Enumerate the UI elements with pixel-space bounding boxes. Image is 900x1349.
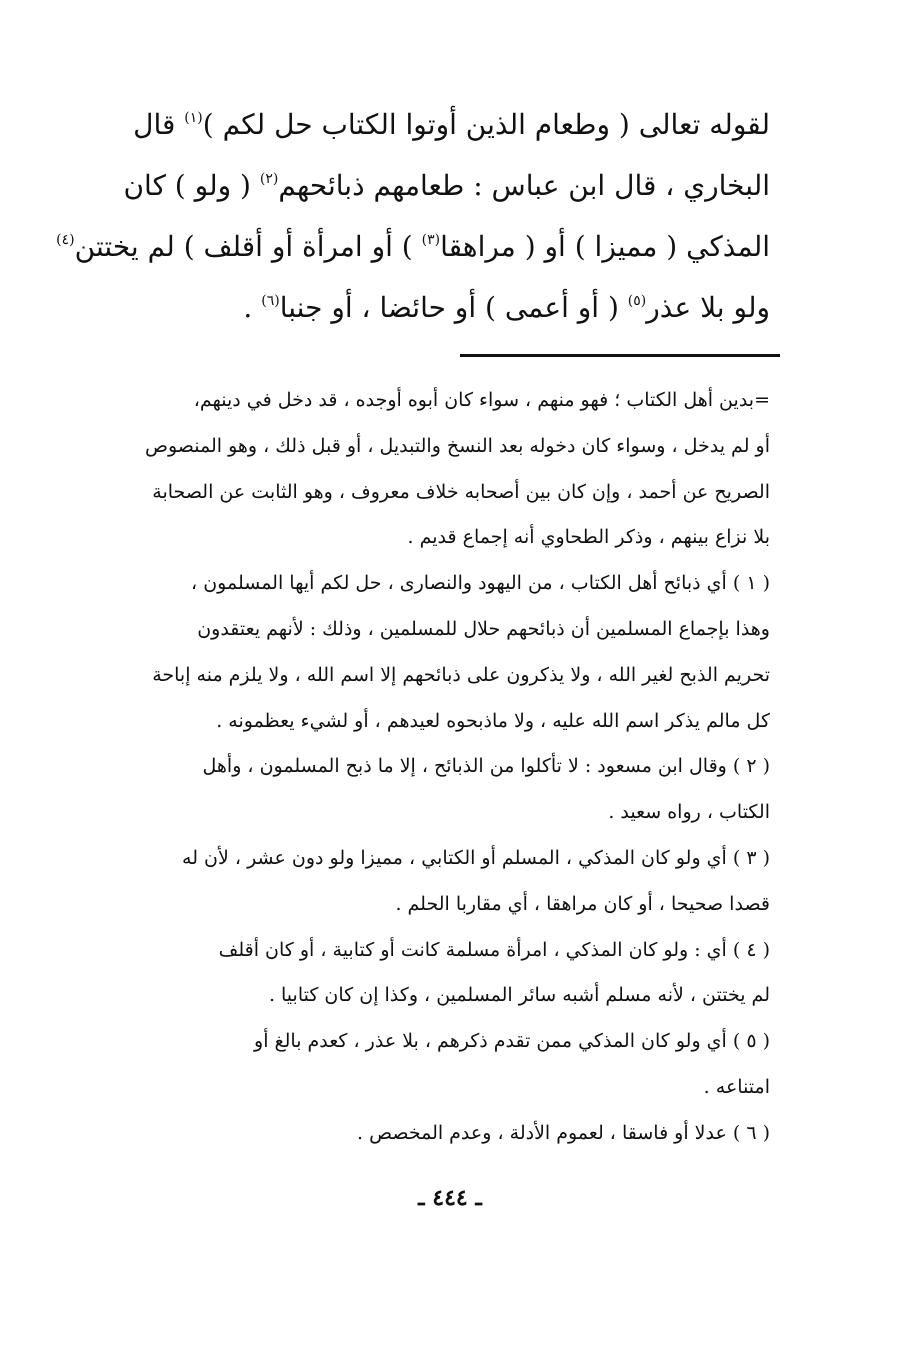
main-line xyxy=(45,271,770,332)
footnote-line: ( ٤ ) أي : ولو كان المذكي ، امرأة مسلمة كانت أو كتابية ، أو كان أقلف xyxy=(218,938,770,961)
footnote-ref: (٢) xyxy=(259,171,279,187)
footnote-line: امتناعه . xyxy=(703,1075,770,1098)
footnote-line: بلا نزاع بينهم ، وذكر الطحاوي أنه إجماع قديم . xyxy=(407,526,770,549)
footnote-line: لم يختتن ، لأنه مسلم أشبه سائر المسلمين ، وكذا إن كان كتابيا . xyxy=(268,984,770,1007)
main-line xyxy=(45,149,770,210)
main-line-text: ولو بلا عذر xyxy=(646,291,770,324)
main-text xyxy=(45,88,770,332)
footnote-line: تحريم الذبح لغير الله ، ولا يذكرون على ذبائحهم إلا اسم الله ، ولا يلزم منه إباحة xyxy=(152,663,770,686)
footnote-line: أو لم يدخل ، وسواء كان دخوله بعد النسخ والتبديل ، أو قبل ذلك ، وهو المنصوص xyxy=(144,434,770,457)
footnote-3 xyxy=(45,836,770,928)
footnote-5 xyxy=(45,1019,770,1111)
footnote-ref: (١) xyxy=(184,110,203,126)
main-line-text: البخاري ، قال ابن عباس : طعامهم ذبائحهم xyxy=(278,169,770,202)
footnote-ref: (٣) xyxy=(421,232,441,248)
main-line-text: المذكي ( مميزا ) أو ( مراهقا xyxy=(440,230,770,263)
main-line-text: ( أو أعمى ) أو حائضا ، أو جنبا xyxy=(279,291,619,324)
footnote-line: وهذا بإجماع المسلمين أن ذبائحهم حلال للمسلمين ، وذلك : لأنهم يعتقدون xyxy=(197,617,770,640)
main-line-text: قال xyxy=(133,108,176,141)
footnote-line: كل مالم يذكر اسم الله عليه ، ولا ماذبحوه لعيدهم ، أو لشيء يعظمونه . xyxy=(216,709,770,732)
footnote-line: الكتاب ، رواه سعيد . xyxy=(608,801,770,824)
main-line-text: ( ولو ) كان xyxy=(123,169,251,202)
footnote-4 xyxy=(45,928,770,1020)
footnote-line: ( ٥ ) أي ولو كان المذكي ممن تقدم ذكرهم ، بلا عذر ، كعدم بالغ أو xyxy=(254,1030,770,1053)
main-line-text: . xyxy=(243,291,253,324)
main-line-text: ) أو امرأة أو أقلف ) لم يختتن xyxy=(74,230,413,263)
footnote-ref: (٥) xyxy=(627,293,647,309)
footnote-separator xyxy=(460,354,780,357)
footnote-2 xyxy=(45,744,770,836)
footnote-line: ( ٦ ) عدلا أو فاسقا ، لعموم الأدلة ، وعدم المخصص . xyxy=(356,1121,770,1144)
footnotes xyxy=(45,378,770,1157)
footnote-line: ( ٢ ) وقال ابن مسعود : لا تأكلوا من الذبائح ، إلا ما ذبح المسلمون ، وأهل xyxy=(202,755,770,778)
footnote-1 xyxy=(45,561,770,744)
footnote-line: ( ٣ ) أي ولو كان المذكي ، المسلم أو الكتابي ، مميزا ولو دون عشر ، لأن له xyxy=(182,846,770,869)
footnote-ref: (٤) xyxy=(56,232,75,248)
footnote-ref: (٦) xyxy=(261,293,280,309)
page-number: ـ ٤٤٤ ـ xyxy=(418,1185,482,1211)
footnote-line: ( ١ ) أي ذبائح أهل الكتاب ، من اليهود والنصارى ، حل لكم أيها المسلمون ، xyxy=(191,572,770,595)
main-line xyxy=(45,210,770,271)
footnote-6 xyxy=(45,1111,770,1157)
footnote-line: =بدين أهل الكتاب ؛ فهو منهم ، سواء كان أبوه أوجده ، قد دخل في دينهم، xyxy=(193,389,770,411)
main-line xyxy=(45,88,770,149)
footnote-line: الصريح عن أحمد ، وإن كان بين أصحابه خلاف معروف ، وهو الثابت عن الصحابة xyxy=(152,480,770,503)
footnote-continuation xyxy=(45,378,770,561)
footnote-line: قصدا صحيحا ، أو كان مراهقا ، أي مقاربا الحلم . xyxy=(395,892,770,915)
main-line-text: لقوله تعالى ( وطعام الذين أوتوا الكتاب حل لكم ) xyxy=(202,108,770,141)
